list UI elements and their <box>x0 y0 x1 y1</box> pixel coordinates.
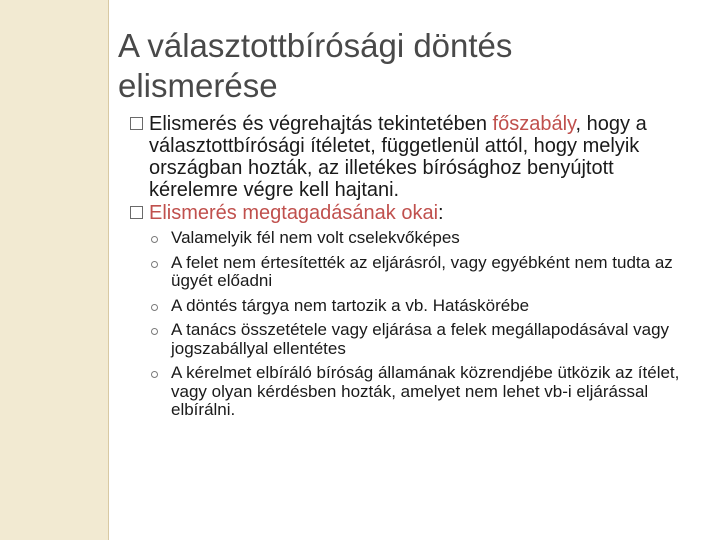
ring-icon <box>151 261 158 268</box>
list-item-text: A kérelmet elbíráló bíróság államának közrendjébe ütközik az ítélet, vagy olyan kérdésben hozták, amelyet nem lehet vb-i eljárással elbírálni. <box>171 363 680 419</box>
list-item <box>146 364 698 420</box>
refusal-grounds-list <box>146 229 698 420</box>
list-item <box>146 254 698 291</box>
square-box-icon <box>130 117 143 130</box>
highlight-heading: Elismerés megtagadásának okai <box>149 202 439 224</box>
list-item-text: Valamelyik fél nem volt cselekvőképes <box>171 228 460 247</box>
list-item <box>146 229 698 248</box>
slide-body <box>128 113 698 426</box>
bullet-paragraph-main-rule <box>128 113 698 201</box>
list-item-text: A tanács összetétele vagy eljárása a felek megállapodásával vagy jogszabállyal ellentétes <box>171 320 670 358</box>
slide-title: A választottbírósági döntés elismerése <box>118 27 513 104</box>
square-box-icon <box>130 206 143 219</box>
ring-icon <box>151 236 158 243</box>
ring-icon <box>151 371 158 378</box>
bullet-paragraph-refusal-grounds <box>128 202 698 224</box>
ring-icon <box>151 328 158 335</box>
list-item-text: A felet nem értesítették az eljárásról, vagy egyébként nem tudta az ügyét előadni <box>171 252 673 290</box>
side-decoration-band <box>0 0 108 540</box>
side-divider-line <box>108 0 109 540</box>
paragraph-prefix: Elismerés és végrehajtás tekintetében <box>149 113 493 135</box>
list-item-text: A döntés tárgya nem tartozik a vb. Hatáskörébe <box>171 295 530 315</box>
heading-colon: : <box>438 202 444 224</box>
list-item <box>146 297 698 316</box>
paragraph-suffix: , hogy a választottbírósági ítéletet, függetlenül attól, hogy melyik országban hozták, az illetékes bírósághoz benyújtott kérelemre végre kell hajtani. <box>149 113 647 201</box>
list-item <box>146 321 698 358</box>
highlight-term: főszabály <box>492 113 576 135</box>
ring-icon <box>151 304 158 311</box>
